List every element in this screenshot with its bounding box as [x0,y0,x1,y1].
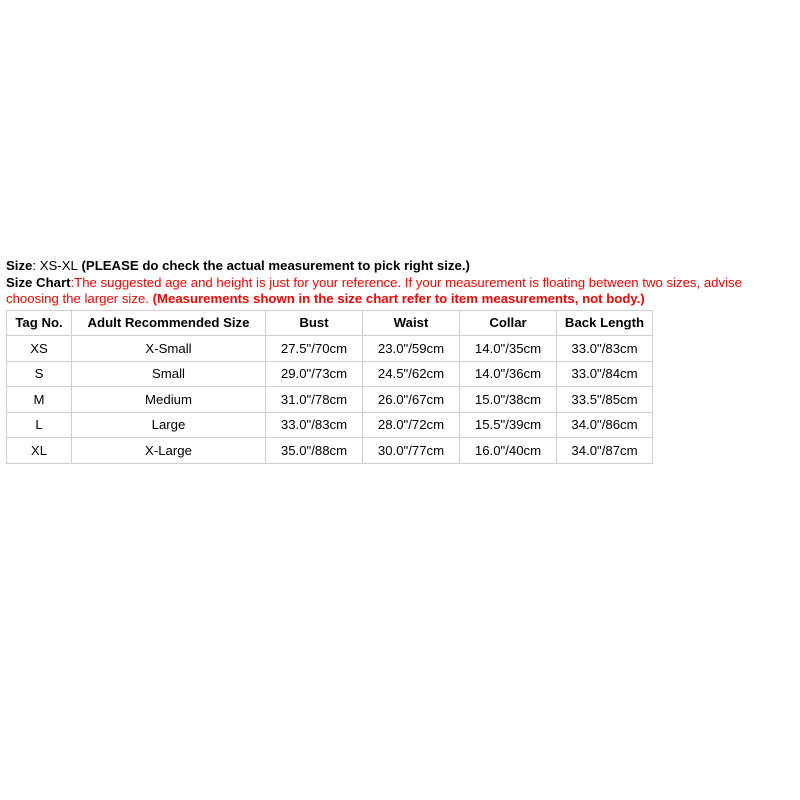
cell-collar: 15.5"/39cm [460,412,557,438]
table-row [7,412,653,438]
size-info-block [6,258,792,464]
cell-bust: 35.0"/88cm [266,438,363,464]
cell-adult-size: Medium [72,387,266,413]
cell-collar: 14.0"/36cm [460,361,557,387]
header-collar: Collar [460,310,557,336]
table-row [7,387,653,413]
cell-waist: 30.0"/77cm [363,438,460,464]
cell-bust: 29.0"/73cm [266,361,363,387]
size-chart-note: The suggested age and height is just for your reference. If your measurement is floating between two sizes, advise choosing the larger size. [6,274,742,306]
cell-waist: 26.0"/67cm [363,387,460,413]
cell-back-length: 33.5"/85cm [557,387,653,413]
header-waist: Waist [363,310,460,336]
cell-collar: 14.0"/35cm [460,336,557,362]
measurement-note: (Measurements shown in the size chart refer to item measurements, not body.) [152,291,645,306]
cell-waist: 24.5"/62cm [363,361,460,387]
table-row [7,336,653,362]
size-chart-line [6,275,786,308]
cell-tag: XL [7,438,72,464]
header-tag-no: Tag No. [7,310,72,336]
table-row [7,361,653,387]
cell-adult-size: X-Large [72,438,266,464]
table-row [7,438,653,464]
header-bust: Bust [266,310,363,336]
cell-back-length: 34.0"/87cm [557,438,653,464]
cell-bust: 33.0"/83cm [266,412,363,438]
size-label: Size [6,258,33,273]
size-chart-separator: : [70,274,75,290]
cell-tag: XS [7,336,72,362]
header-back-length: Back Length [557,310,653,336]
cell-bust: 31.0"/78cm [266,387,363,413]
cell-adult-size: Small [72,361,266,387]
cell-back-length: 33.0"/83cm [557,336,653,362]
size-separator: : [32,258,40,273]
cell-collar: 16.0"/40cm [460,438,557,464]
header-adult-size: Adult Recommended Size [72,310,266,336]
cell-waist: 23.0"/59cm [363,336,460,362]
cell-tag: M [7,387,72,413]
cell-adult-size: X-Small [72,336,266,362]
cell-collar: 15.0"/38cm [460,387,557,413]
size-range: XS-XL [39,258,78,273]
table-header-row [7,310,653,336]
size-line [6,258,792,275]
size-check-note: (PLEASE do check the actual measurement to pick right size.) [77,258,470,273]
cell-bust: 27.5"/70cm [266,336,363,362]
cell-tag: L [7,412,72,438]
size-chart-label: Size Chart [6,274,71,290]
cell-tag: S [7,361,72,387]
cell-back-length: 33.0"/84cm [557,361,653,387]
size-table [6,310,653,464]
cell-back-length: 34.0"/86cm [557,412,653,438]
cell-adult-size: Large [72,412,266,438]
cell-waist: 28.0"/72cm [363,412,460,438]
